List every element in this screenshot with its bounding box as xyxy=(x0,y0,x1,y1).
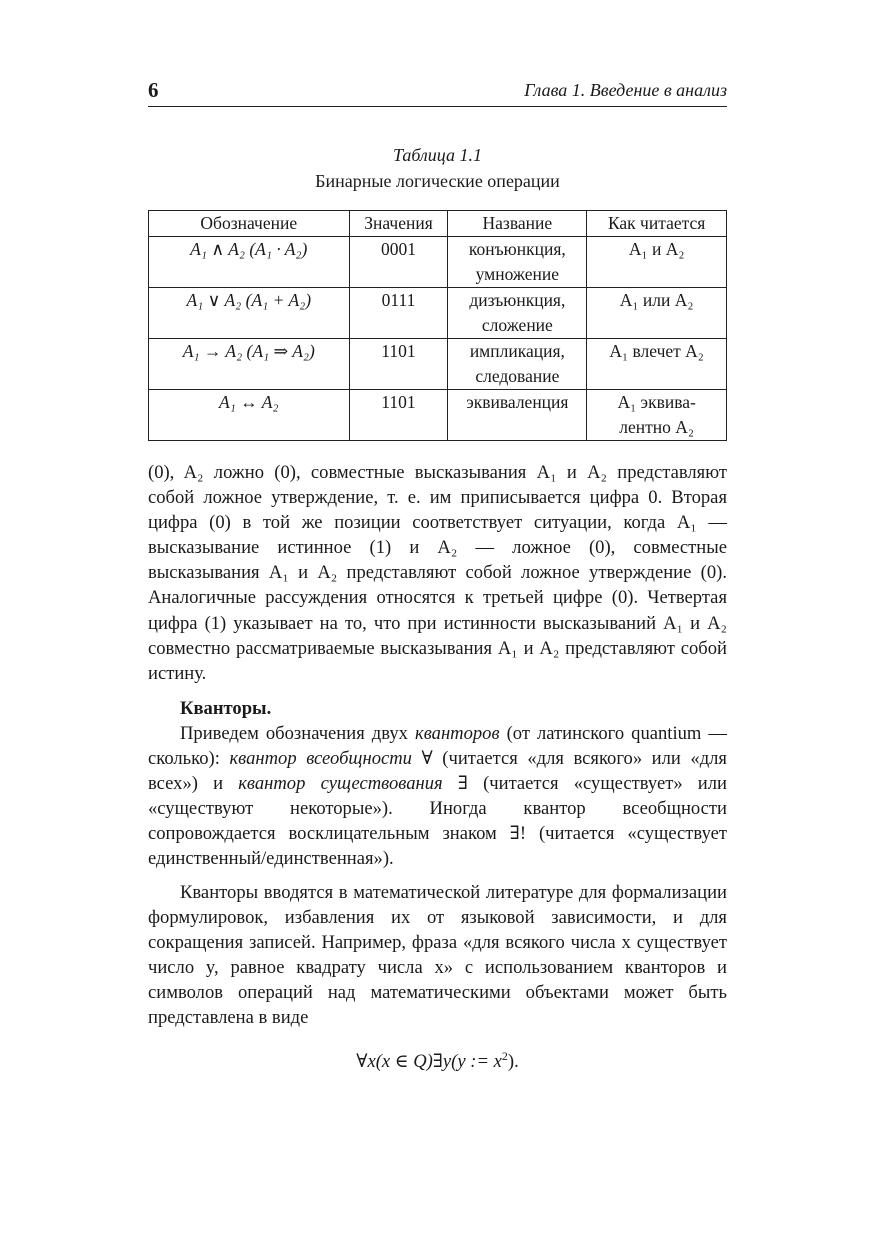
column-header: Название xyxy=(448,211,587,237)
table-title: Бинарные логические операции xyxy=(315,171,560,191)
notation-cell: A₁ ↔ A₂ xyxy=(149,390,350,441)
table-row xyxy=(149,390,727,441)
name-line: эквиваленция xyxy=(466,392,569,412)
emphasis: кванторов xyxy=(415,722,500,744)
reading-line: A₁ и A₂ xyxy=(628,239,685,259)
table-caption xyxy=(148,142,727,194)
name-line: умножение xyxy=(475,264,560,284)
text-run: (от латинского quantium — сколько): xyxy=(148,722,727,770)
column-header: Обозначение xyxy=(149,211,350,237)
text-run: ∃ (читается «существует» или «существуют некоторые»). Иногда квантор всеобщности сопровождается восклицательным знаком ∃! (читается «существует единственный/единственная»). xyxy=(148,773,727,870)
body-text xyxy=(148,460,727,1074)
emphasis: квантор всеобщности xyxy=(229,748,412,770)
table-row xyxy=(149,339,727,390)
reading-cell xyxy=(587,288,727,339)
name-line: сложение xyxy=(481,315,553,335)
reading-line: A₁ эквива- xyxy=(617,392,696,412)
paragraph xyxy=(148,721,727,872)
name-line: импликация, xyxy=(469,341,565,361)
section-heading xyxy=(148,696,727,721)
values-cell: 0001 xyxy=(349,237,448,288)
values-cell: 1101 xyxy=(349,390,448,441)
name-cell xyxy=(448,237,587,288)
chapter-title: Глава 1. Введение в анализ xyxy=(524,80,727,100)
reading-line: лентно A₂ xyxy=(619,417,695,437)
paragraph: (0), A₂ ложно (0), совместные высказывания A₁ и A₂ представляют собой ложное утверждение, т. е. им приписывается цифра 0. Вторая цифра (0) в той же позиции соответствует ситуации, когда A₁ — высказывание истинное (1) и A₂ — ложное (0), совместные высказывания A₁ и A₂ представляют собой ложное утверждение (0). Аналогичные рассуждения относятся к третьей цифре (0). Четвертая цифра (1) указывает на то, что при истинности высказываний A₁ и A₂ совместно рассматриваемые высказывания A₁ и A₂ представляют собой истину. xyxy=(148,462,727,684)
column-header: Значения xyxy=(349,211,448,237)
values-cell: 1101 xyxy=(349,339,448,390)
logic-operations-table xyxy=(148,210,727,441)
formula-end: ). xyxy=(507,1051,519,1073)
table-header-row xyxy=(149,211,727,237)
name-cell xyxy=(448,288,587,339)
running-head xyxy=(148,78,727,107)
column-header: Как читается xyxy=(587,211,727,237)
text-run: Приведем обозначения двух xyxy=(180,722,415,744)
notation-cell: A₁ ∧ A₂ (A₁ · A₂) xyxy=(149,237,350,288)
table-row xyxy=(149,288,727,339)
section-title: Кванторы. xyxy=(180,697,272,719)
name-line: следование xyxy=(475,366,560,386)
name-cell xyxy=(448,339,587,390)
reading-line: A₁ влечет A₂ xyxy=(609,341,704,361)
page-number: 6 xyxy=(148,78,159,102)
reading-cell xyxy=(587,339,727,390)
formula xyxy=(148,1044,727,1074)
notation-cell: A₁ → A₂ (A₁ ⇒ A₂) xyxy=(149,339,350,390)
formula-main: ∀x(x ∈ Q)∃y(y := x xyxy=(356,1051,502,1073)
table-number: Таблица 1.1 xyxy=(392,145,483,165)
values-cell: 0111 xyxy=(349,288,448,339)
reading-cell xyxy=(587,237,727,288)
name-line: конъюнкция, xyxy=(468,239,566,259)
emphasis: квантор существования xyxy=(238,773,443,795)
name-cell xyxy=(448,390,587,441)
reading-cell xyxy=(587,390,727,441)
notation-cell: A₁ ∨ A₂ (A₁ + A₂) xyxy=(149,288,350,339)
formula-exponent: 2 xyxy=(501,1049,508,1064)
paragraph: Кванторы вводятся в математической литературе для формализации формулировок, избавления их от языковой зависимости, и для сокращения записей. Например, фраза «для всякого числа x существует число y, равное квадрату числа x» с использованием кванторов и символов операций над математическими объектами может быть представлена в виде xyxy=(148,881,727,1028)
table-row xyxy=(149,237,727,288)
reading-line: A₁ или A₂ xyxy=(619,290,694,310)
name-line: дизъюнкция, xyxy=(469,290,566,310)
text-run: ∀ (читается «для всякого» или «для всех») и xyxy=(148,748,727,795)
